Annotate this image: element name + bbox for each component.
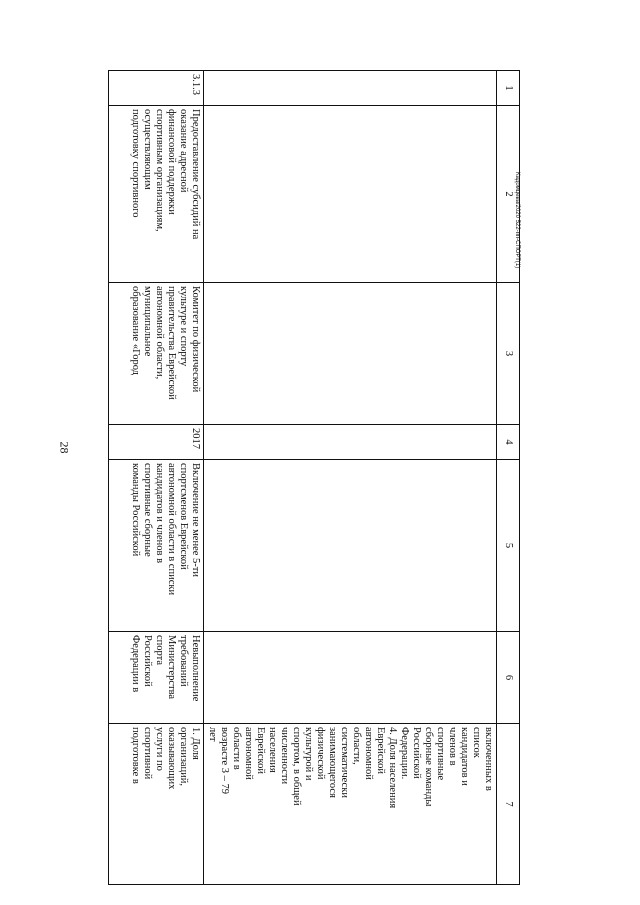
program-measures-table <box>108 70 520 885</box>
header-col-2: 2 <box>497 106 520 283</box>
table-cell <box>204 460 497 632</box>
measure-name: Предоставление субсидий на оказание адресной финансовой поддержки спортивным организациям, осуществляющим подготовку спортивного <box>109 106 204 283</box>
consequences-of-nonimplementation: Невыполнение требований Министерства спорта Российской Федерации в <box>109 632 204 724</box>
expected-result: Включение не менее 5-ти спортсменов Еврейской автономной области в списки кандидатов и членов в спортивные сборные команды Российской <box>109 460 204 632</box>
header-col-1: 1 <box>497 71 520 106</box>
header-col-5: 5 <box>497 460 520 632</box>
header-row <box>497 71 520 885</box>
implementation-year: 2017 <box>109 425 204 460</box>
table-row <box>204 71 497 885</box>
measure-number: 3.1.3 <box>109 71 204 106</box>
indicator-cell: 1. Доля организаций, оказывающих услуги по спортивной подготовке в <box>109 724 204 885</box>
table-cell <box>204 632 497 724</box>
responsible-executor: Комитет по физической культуре и спорту правительства Еврейской автономной области, муниципальное образование «Город <box>109 283 204 425</box>
rotated-table-container <box>108 70 520 835</box>
page-number: 28 <box>57 441 72 454</box>
table-cell <box>204 425 497 460</box>
header-col-4: 4 <box>497 425 520 460</box>
header-col-6: 6 <box>497 632 520 724</box>
table-cell <box>204 106 497 283</box>
indicator-cell: включенных в список кандидатов и членов в спортивные сборные команды Российской Федерации. 4. Доля населения Еврейской автономной области, систематически занимающегося физической культурой и спортом, в общей численности населения Еврейской автономной области в возрасте 3 – 79 лет <box>204 724 497 885</box>
header-col-3: 3 <box>497 283 520 425</box>
table-cell <box>204 283 497 425</box>
table-cell <box>204 71 497 106</box>
header-col-7: 7 <box>497 724 520 885</box>
document-footer-code: Кадомцева/2020 522-пп-СПОРТ(1) <box>514 172 520 269</box>
table-row <box>109 71 204 885</box>
